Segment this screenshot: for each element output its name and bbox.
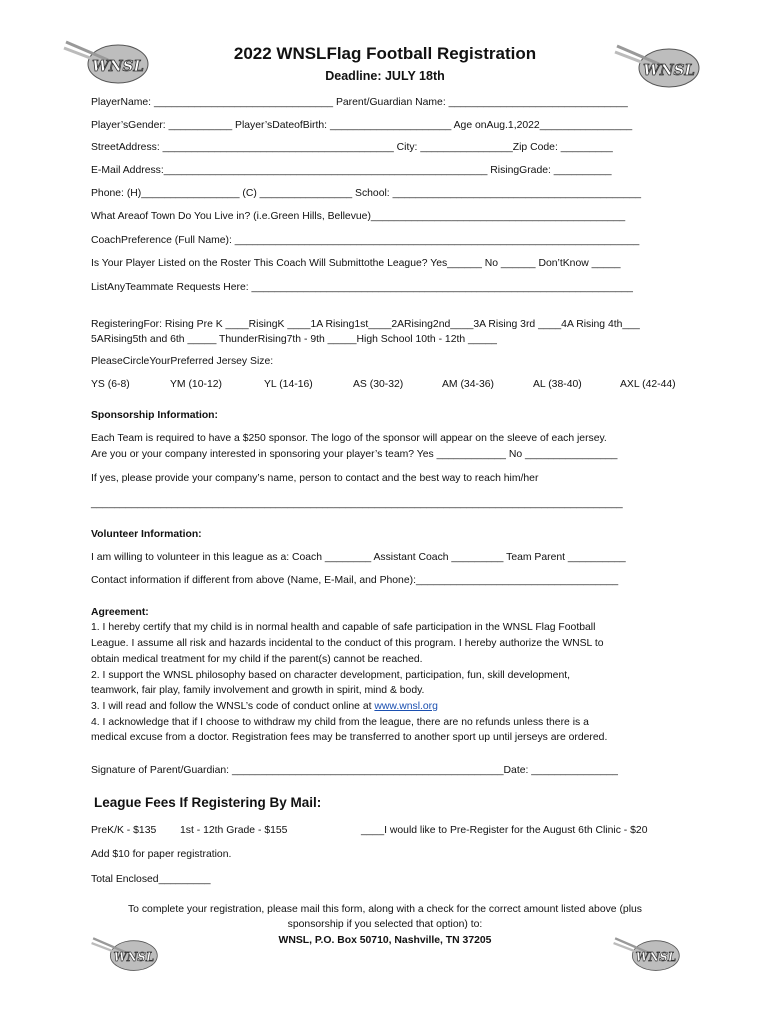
jersey-size-option[interactable]: YL (14-16) — [264, 379, 313, 390]
signature-field[interactable]: Signature of Parent/Guardian: _______________________________________________Date: _______________ — [91, 765, 618, 776]
fee-grades: 1st - 12th Grade - $155 — [180, 825, 288, 836]
clinic-preregister-field[interactable]: ____I would like to Pre-Register for the August 6th Clinic - $20 — [361, 825, 648, 836]
sponsorship-text: Each Team is required to have a $250 sponsor. The logo of the sponsor will appear on the sleeve of each jersey. — [91, 433, 607, 444]
agreement-line: League. I assume all risk and hazards incidental to the conduct of this program. I hereby authorize the WNSL to — [91, 638, 604, 649]
total-enclosed-field[interactable]: Total Enclosed_________ — [91, 874, 211, 885]
registering-for-line2[interactable]: 5ARising5th and 6th _____ ThunderRising7th - 9th _____High School 10th - 12th _____ — [91, 334, 497, 345]
volunteer-contact-field[interactable]: Contact information if different from above (Name, E-Mail, and Phone):___________________________________ — [91, 575, 619, 586]
jersey-size-option[interactable]: AS (30-32) — [353, 379, 404, 390]
svg-text:WNSL: WNSL — [643, 61, 695, 79]
area-field[interactable]: What Areaof Town Do You Live in? (i.e.Green Hills, Bellevue)____________________________________________ — [91, 211, 626, 222]
jersey-size-options — [0, 379, 770, 393]
address-field[interactable]: StreetAddress: ________________________________________ City: ________________Zip Code: _________ — [91, 142, 613, 153]
sponsorship-contact-prompt: If yes, please provide your company’s name, person to contact and the best way to reach him/her — [91, 473, 539, 484]
email-field[interactable]: E-Mail Address:________________________________________________________ RisingGrade: __________ — [91, 165, 612, 176]
wnsl-website-link[interactable]: www.wnsl.org — [374, 701, 438, 712]
coach-preference-field[interactable]: CoachPreference (Full Name): ______________________________________________________________________ — [91, 235, 640, 246]
sponsorship-heading: Sponsorship Information: — [91, 410, 218, 421]
jersey-prompt: PleaseCircleYourPreferred Jersey Size: — [91, 356, 274, 367]
agreement-line — [91, 702, 438, 712]
agreement-line: obtain medical treatment for my child if the parent(s) cannot be reached. — [91, 654, 423, 665]
agreement-line: medical excuse from a doctor. Registration fees may be transferred to another sport up until jerseys are ordered. — [91, 732, 608, 743]
jersey-size-option[interactable]: AL (38-40) — [533, 379, 582, 390]
svg-text:WNSL: WNSL — [113, 950, 155, 965]
volunteer-heading: Volunteer Information: — [91, 529, 202, 540]
teammate-requests-field[interactable]: ListAnyTeammate Requests Here: __________________________________________________________________ — [91, 282, 633, 293]
jersey-size-option[interactable]: AXL (42-44) — [620, 379, 676, 390]
player-name-field[interactable]: PlayerName: _______________________________ Parent/Guardian Name: _______________________________ — [91, 97, 628, 108]
sponsorship-contact-field[interactable]: ____________________________________________________________________________________________ — [91, 498, 623, 509]
footer-instructions: To complete your registration, please mail this form, along with a check for the correct amount listed above (plus — [127, 904, 642, 915]
fee-prek: PreK/K - $135 — [91, 825, 157, 836]
volunteer-roles-field[interactable]: I am willing to volunteer in this league as a: Coach ________ Assistant Coach _________ Team Parent __________ — [91, 552, 626, 563]
svg-text:WNSL: WNSL — [92, 57, 144, 75]
jersey-size-option[interactable]: YS (6-8) — [91, 379, 130, 390]
agreement-line: 2. I support the WNSL philosophy based on character development, participation, fun, skill development, — [91, 670, 571, 681]
deadline: Deadline: JULY 18th — [325, 69, 445, 83]
registering-for-line1[interactable]: RegisteringFor: Rising Pre K ____RisingK ____1A Rising1st____2ARising2nd____3A Rising 3rd ____4A Rising 4th___ — [91, 319, 640, 330]
fees-heading: League Fees If Registering By Mail: — [94, 795, 322, 810]
gender-dob-field[interactable]: Player’sGender: ___________ Player’sDateofBirth: _____________________ Age onAug.1,2022________________ — [91, 120, 633, 131]
jersey-size-option[interactable]: AM (34-36) — [442, 379, 494, 390]
agreement-line: 4. I acknowledge that if I choose to withdraw my child from the league, there are no refunds unless there is a — [91, 717, 589, 728]
form-title: 2022 WNSLFlag Football Registration — [233, 44, 537, 63]
agreement-line: 1. I hereby certify that my child is in normal health and capable of safe participation in the WNSL Flag Football — [91, 622, 596, 633]
paper-fee-note: Add $10 for paper registration. — [91, 849, 232, 860]
sponsorship-question[interactable]: Are you or your company interested in sponsoring your player’s team? Yes ____________ No ________________ — [91, 449, 618, 460]
footer-instructions-2: sponsorship if you selected that option) to: — [287, 919, 483, 930]
mailing-address: WNSL, P.O. Box 50710, Nashville, TN 37205 — [278, 935, 492, 946]
agreement-text: 3. I will read and follow the WNSL’s code of conduct online at — [91, 701, 375, 712]
svg-text:WNSL: WNSL — [635, 950, 677, 965]
jersey-size-option[interactable]: YM (10-12) — [170, 379, 222, 390]
agreement-line: teamwork, fair play, family involvement and growth in spirit, mind & body. — [91, 685, 425, 696]
agreement-heading: Agreement: — [91, 607, 149, 618]
roster-question[interactable]: Is Your Player Listed on the Roster This Coach Will Submittothe League? Yes______ No ______ Don’tKnow _____ — [91, 258, 621, 269]
phone-field[interactable]: Phone: (H)_________________ (C) ________________ School: ___________________________________________ — [91, 188, 642, 199]
